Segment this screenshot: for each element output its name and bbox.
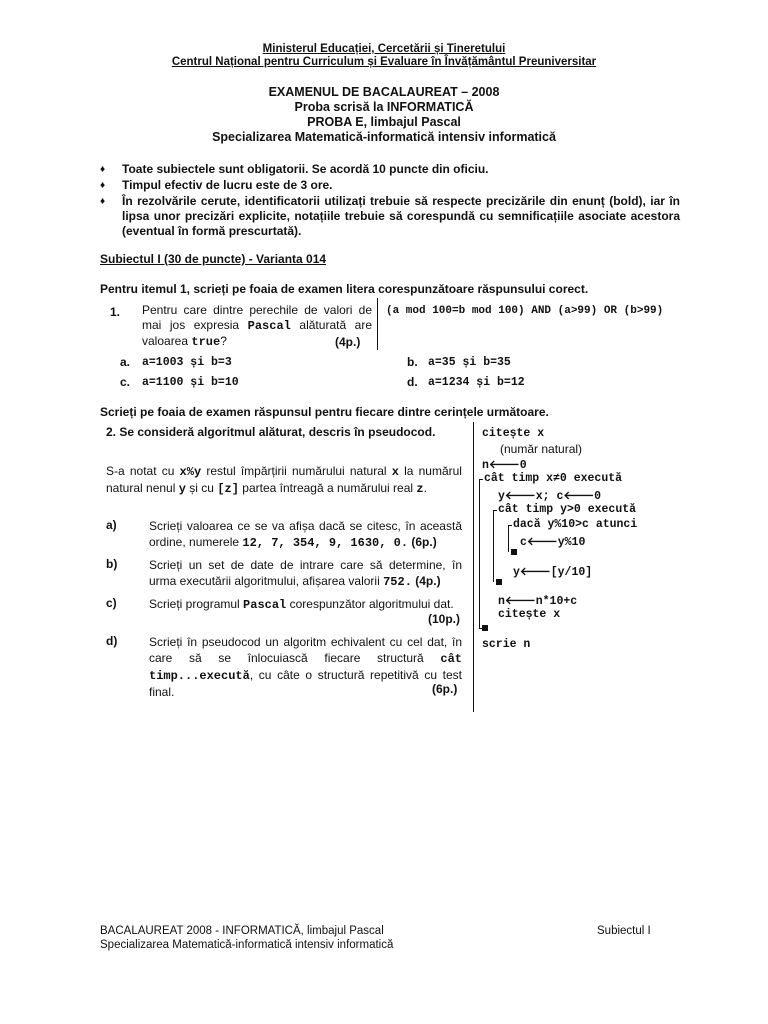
pseudo-if: dacă y%10>c atunci [513, 518, 638, 531]
specialization-title: Specializarea Matematică-informatică intensiv informatică [212, 130, 556, 144]
q1-text-part: Pentru care dintre perechile de valori de mai jos expresia [142, 303, 372, 332]
pseudo-assign-y: y🡐[y/10] [513, 566, 593, 579]
q2d-label: d) [106, 634, 118, 648]
q2-divider [473, 422, 474, 712]
pseudo-read-x-again: citește x [498, 608, 561, 621]
pseudo-inner-while: cât timp y>0 execută [498, 503, 637, 516]
q2-desc-var: [z] [217, 482, 239, 496]
ministry-header: Ministerul Educației, Cercetării și Tineretului [262, 43, 506, 55]
q1-option-a: a=1003 și b=3 [142, 356, 232, 369]
inner-loop-end-marker [496, 579, 502, 585]
q2c-points: (10p.) [428, 612, 461, 626]
q1-option-letter: d. [407, 375, 418, 389]
q2c-text [149, 596, 462, 613]
item1-intro: Pentru itemul 1, scrieți pe foaia de examen litera corespunzătoare răspunsului corect. [100, 282, 589, 296]
instruction-text: În rezolvările cerute, identificatorii utilizați trebuie să respecte precizările din enunț (bold), iar în lipsa unor precizări explicite, notațiile trebuie să corespundă cu semnificațiile asociate acestora (eventual în formă prescurtată). [122, 194, 680, 238]
q1-text-part: alăturată are valoarea [142, 318, 372, 348]
pseudo-outer-while: cât timp x≠0 execută [484, 472, 623, 485]
q1-option-b: a=35 și b=35 [428, 356, 511, 369]
q2-title: 2. Se consideră algoritmul alăturat, descris în pseudocod. [106, 425, 436, 439]
q2b-text [149, 557, 462, 590]
q2-desc-text: partea întreagă a numărului real [242, 481, 414, 495]
q1-option-letter: b. [407, 355, 418, 369]
q2-desc-text: S-a notat cu [106, 464, 175, 478]
q2d-text-part: Scrieți în pseudocod un algoritm echivalent cu cel dat, în care să se înlocuiască fiecare structură [149, 635, 462, 665]
subject-title: Subiectul I (30 de puncte) - Varianta 014 [100, 252, 327, 266]
bullet-diamond-icon: ♦ [100, 180, 106, 191]
q2c-label: c) [106, 596, 117, 610]
q1-number: 1. [110, 305, 121, 319]
center-header: Centrul Național pentru Curriculum și Evaluare în Învățământul Preuniversitar [171, 56, 597, 68]
q2a-text [149, 518, 462, 551]
q1-text-part: ? [220, 334, 227, 348]
proba-title: Proba scrisă la INFORMATICĂ [294, 100, 474, 114]
q2a-numbers: 12, 7, 354, 9, 1630, 0. [242, 536, 409, 550]
q2-description [106, 463, 462, 497]
q1-option-letter: a. [120, 355, 131, 369]
proba-e-title: PROBA E, limbajul Pascal [307, 115, 461, 129]
q1-keyword: Pascal [247, 319, 291, 333]
q2a-points: (6p.) [411, 535, 437, 549]
q2c-text-part: Scrieți programul [149, 597, 240, 611]
q2b-value: 752. [383, 575, 412, 589]
q2b-label: b) [106, 557, 118, 571]
pseudo-natural-note: (număr natural) [500, 442, 583, 456]
q2-desc-text: . [423, 481, 427, 495]
q2-desc-text: restul împărțirii numărului natural [206, 464, 387, 478]
cerinte-intro: Scrieți pe foaia de examen răspunsul pentru fiecare dintre cerințele următoare. [100, 405, 549, 419]
instruction-2 [100, 178, 680, 193]
q2d-text [149, 634, 462, 700]
q2b-text-part: Scrieți un set de date de intrare care să determine, în urma executării algoritmului, afișarea valorii [149, 558, 462, 588]
if-bracket [508, 525, 509, 552]
q1-option-d: a=1234 și b=12 [428, 376, 525, 389]
q1-option-letter: c. [120, 375, 131, 389]
q2d-keyword: cât timp...execută [149, 652, 462, 683]
footer-right: Subiectul I [597, 925, 651, 937]
q1-option-c: a=1100 și b=10 [142, 376, 239, 389]
bullet-diamond-icon: ♦ [100, 196, 106, 207]
outer-loop-bracket [479, 479, 480, 629]
q2-desc-text: și cu [189, 481, 214, 495]
q2c-text-part: corespunzător algoritmului dat. [289, 597, 454, 611]
pseudo-assign-c: c🡐y%10 [520, 536, 586, 549]
q2-desc-var: x [391, 465, 399, 479]
q2b-points: (4p.) [415, 574, 441, 588]
footer-left-line1: BACALAUREAT 2008 - INFORMATICĂ, limbajul Pascal [100, 925, 384, 937]
q2c-keyword: Pascal [243, 598, 287, 612]
if-end-marker [511, 549, 517, 555]
q2d-text-part: , cu câte o structură repetitivă cu test final. [149, 668, 462, 699]
pseudo-read-x: citește x [482, 427, 545, 440]
q2-desc-text: la numărul natural nenul [106, 464, 462, 495]
q1-points: (4p.) [335, 335, 361, 349]
q1-divider [377, 298, 378, 350]
q2-desc-var: y [178, 482, 186, 496]
q1-value: true [191, 335, 221, 349]
bullet-diamond-icon: ♦ [100, 164, 106, 175]
pseudo-assign-n: n🡐n*10+c [498, 595, 578, 608]
q2d-points: (6p.) [432, 682, 458, 696]
instruction-3 [100, 194, 680, 239]
q2a-label: a) [106, 518, 117, 532]
instruction-1 [100, 162, 680, 177]
q2-desc-op: x%y [179, 465, 202, 479]
q2a-text-part: Scrieți valoarea ce se va afișa dacă se citesc, în această ordine, numerele [149, 519, 462, 549]
pseudo-write-n: scrie n [482, 638, 531, 651]
q2-desc-var: z [416, 482, 424, 496]
pseudo-init-n: n🡐0 [482, 459, 527, 472]
outer-loop-end-marker [482, 625, 488, 631]
inner-loop-bracket [493, 510, 494, 582]
q1-expression: (a mod 100=b mod 100) AND (a>99) OR (b>99) [386, 305, 664, 317]
exam-title: EXAMENUL DE BACALAUREAT – 2008 [268, 85, 500, 99]
pseudo-assign-yc: y🡐x; c🡐0 [498, 490, 602, 503]
instruction-text: Timpul efectiv de lucru este de 3 ore. [122, 178, 333, 192]
instruction-text: Toate subiectele sunt obligatorii. Se acordă 10 puncte din oficiu. [122, 162, 489, 176]
footer-left-line2: Specializarea Matematică-informatică intensiv informatică [100, 939, 394, 951]
